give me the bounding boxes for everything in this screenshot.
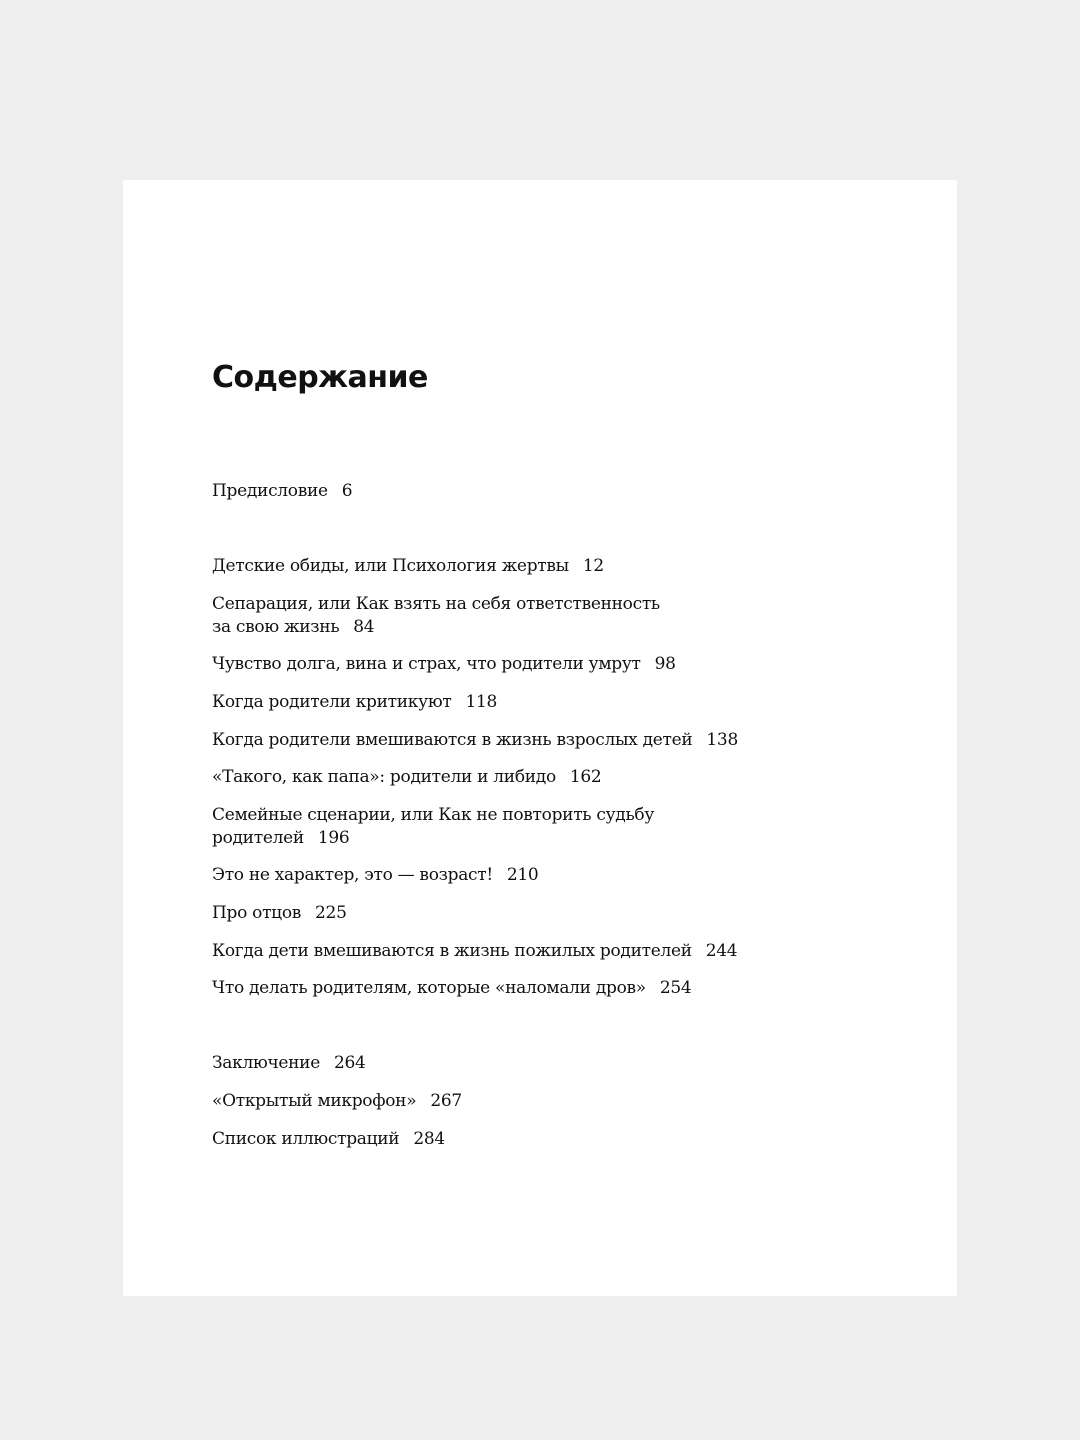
toc-entry-chapter — [212, 804, 832, 850]
toc-entry-chapter — [212, 691, 832, 714]
toc-entry-page: 244 — [705, 941, 738, 961]
toc-entry-page: 138 — [706, 730, 738, 750]
toc-entry-preface — [212, 480, 832, 503]
toc-entry-chapter — [212, 940, 832, 963]
toc-entry-title: Когда родители критикуют — [212, 692, 452, 712]
toc-entry-page: 225 — [315, 903, 347, 923]
page-title: Содержание — [212, 360, 428, 395]
toc-entry-page: 118 — [465, 692, 497, 712]
toc-entry-page: 267 — [430, 1091, 462, 1111]
toc-entry-title: «Открытый микрофон» — [212, 1091, 417, 1111]
toc-entry-illustrations — [212, 1128, 832, 1151]
toc-entry-title: Сепарация, или Как взять на себя ответственность — [212, 594, 660, 614]
toc-entry-page: 254 — [659, 978, 692, 998]
toc-entry-title: Чувство долга, вина и страх, что родители умрут — [212, 654, 641, 674]
toc-entry-page: 196 — [317, 828, 350, 848]
toc-entry-page: 6 — [341, 481, 353, 501]
toc-entry-title: Что делать родителям, которые «наломали дров» — [212, 978, 646, 998]
toc-entry-page: 162 — [569, 767, 602, 787]
toc-entry-page: 12 — [582, 556, 604, 576]
toc-entry-title: «Такого, как папа»: родители и либидо — [212, 767, 556, 787]
toc-entry-title: Заключение — [212, 1053, 320, 1073]
toc-entry-chapter — [212, 864, 832, 887]
toc-entry-page: 98 — [654, 654, 676, 674]
toc-entry-title: Про отцов — [212, 903, 302, 923]
toc-entry-title: Детские обиды, или Психология жертвы — [212, 556, 569, 576]
toc-entry-title-continued: за свою жизнь — [212, 617, 340, 637]
toc-entry-chapter — [212, 555, 832, 578]
toc-entry-page: 284 — [413, 1129, 445, 1149]
toc-entry-chapter — [212, 977, 832, 1000]
toc-entry-title-continued: родителей — [212, 828, 304, 848]
toc-entry-title: Предисловие — [212, 481, 328, 501]
toc-entry-title: Семейные сценарии, или Как не повторить судьбу — [212, 805, 655, 825]
toc-entry-chapter — [212, 729, 832, 752]
toc-entry-page: 264 — [333, 1053, 366, 1073]
toc-entry-page: 210 — [506, 865, 539, 885]
toc-entry-title: Когда дети вмешиваются в жизнь пожилых родителей — [212, 941, 692, 961]
toc-entry-chapter — [212, 902, 832, 925]
toc-entry-chapter — [212, 593, 832, 639]
toc-entry-title: Когда родители вмешиваются в жизнь взрослых детей — [212, 730, 693, 750]
book-page — [123, 180, 957, 1296]
toc-entry-chapter — [212, 766, 832, 789]
toc-entry-conclusion — [212, 1052, 832, 1075]
toc-entry-chapter — [212, 653, 832, 676]
toc-entry-title: Список иллюстраций — [212, 1129, 400, 1149]
toc-entry-appendix — [212, 1090, 832, 1113]
toc-entry-page: 84 — [353, 617, 375, 637]
toc-entry-title: Это не характер, это — возраст! — [212, 865, 493, 885]
